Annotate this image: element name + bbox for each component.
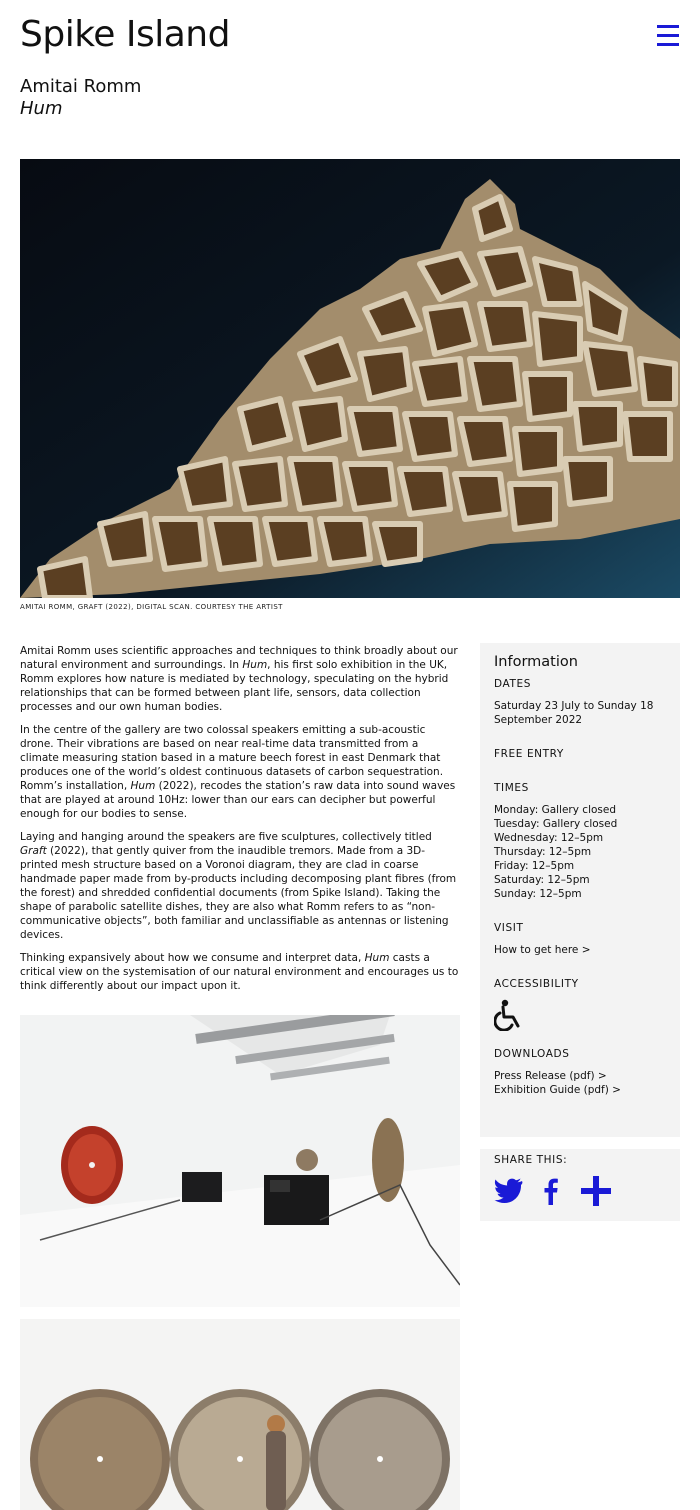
times-item: Saturday: 12–5pm (494, 874, 590, 886)
press-release-link[interactable]: Press Release (pdf) > (494, 1070, 607, 1082)
paragraph: In the centre of the gallery are two colossal speakers emitting a sub-acoustic drone. Their vibrations are based on near real-time data transmitted from a climate measuring station based in a mature beech forest in east Denmark that produces one of the world’s oldest continuous datasets of carbon sequestration. Romm’s installation, Hum (2022), recodes the station’s raw data into sound waves that are played at around 10Hz: lower than our ears can decipher but powerful enough for our bodies to sense. (20, 724, 456, 820)
times-item: Wednesday: 12–5pm (494, 832, 604, 844)
times-item: Thursday: 12–5pm (494, 846, 592, 858)
share-label: SHARE THIS: (494, 1154, 568, 1166)
exhibition-title: Hum (20, 98, 63, 119)
visit-label: VISIT (494, 922, 524, 934)
how-to-get-here-link[interactable]: How to get here > (494, 944, 591, 956)
plus-icon[interactable] (580, 1175, 612, 1211)
info-panel (480, 643, 680, 1137)
times-item: Sunday: 12–5pm (494, 888, 582, 900)
paragraph: Amitai Romm uses scientific approaches and techniques to think broadly about our natural environment and surroundings. In Hum, his first solo exhibition in the UK, Romm explores how nature is mediated by technology, speculating on the hybrid relationships that can be formed between plant life, sensors, data collection processes and our own human bodies. (20, 645, 458, 713)
times-item: Tuesday: Gallery closed (494, 818, 618, 830)
accessibility-label: ACCESSIBILITY (494, 978, 579, 990)
exhibition-guide-link[interactable]: Exhibition Guide (pdf) > (494, 1084, 621, 1096)
hero-caption: AMITAI ROMM, GRAFT (2022), DIGITAL SCAN. COURTESY THE ARTIST (20, 603, 283, 611)
dates-value: Saturday 23 July to Sunday 18 September 2022 (494, 700, 654, 726)
artist-name: Amitai Romm (20, 76, 142, 97)
share-panel (480, 1149, 680, 1221)
installation-photo-2 (20, 1319, 460, 1510)
exhibition-description (20, 644, 460, 1002)
paragraph: Laying and hanging around the speakers are five sculptures, collectively titled Graft (2022), that gently quiver from the inaudible tremors. Made from a 3D-printed mesh structure based on a Voronoi diagram, they are clad in coarse handmade paper made from by-products including decomposing plant fibres (from the forest) and shredded confidential documents (from Spike Island). Taking the shape of parabolic satellite dishes, they are also what Romm refers to as “non-communicative objects”, both familiar and unclassifiable as antennas or listening devices. (20, 831, 457, 941)
menu-icon[interactable] (657, 25, 679, 49)
twitter-icon[interactable] (494, 1177, 524, 1209)
site-logo[interactable]: Spike Island (20, 14, 230, 55)
times-label: TIMES (494, 782, 529, 794)
downloads-label: DOWNLOADS (494, 1048, 570, 1060)
hero-image (20, 159, 680, 598)
times-list (494, 803, 666, 901)
free-entry-label: FREE ENTRY (494, 748, 564, 760)
info-heading: Information (494, 654, 578, 670)
paragraph: Thinking expansively about how we consume and interpret data, Hum casts a critical view on the systemisation of our natural environment and encourages us to think differently about our impact upon it. (20, 952, 459, 992)
facebook-icon[interactable] (543, 1177, 559, 1209)
times-item: Monday: Gallery closed (494, 804, 617, 816)
dates-label: DATES (494, 678, 531, 690)
times-item: Friday: 12–5pm (494, 860, 575, 872)
wheelchair-icon (494, 1022, 524, 1034)
installation-photo-1 (20, 1015, 460, 1307)
